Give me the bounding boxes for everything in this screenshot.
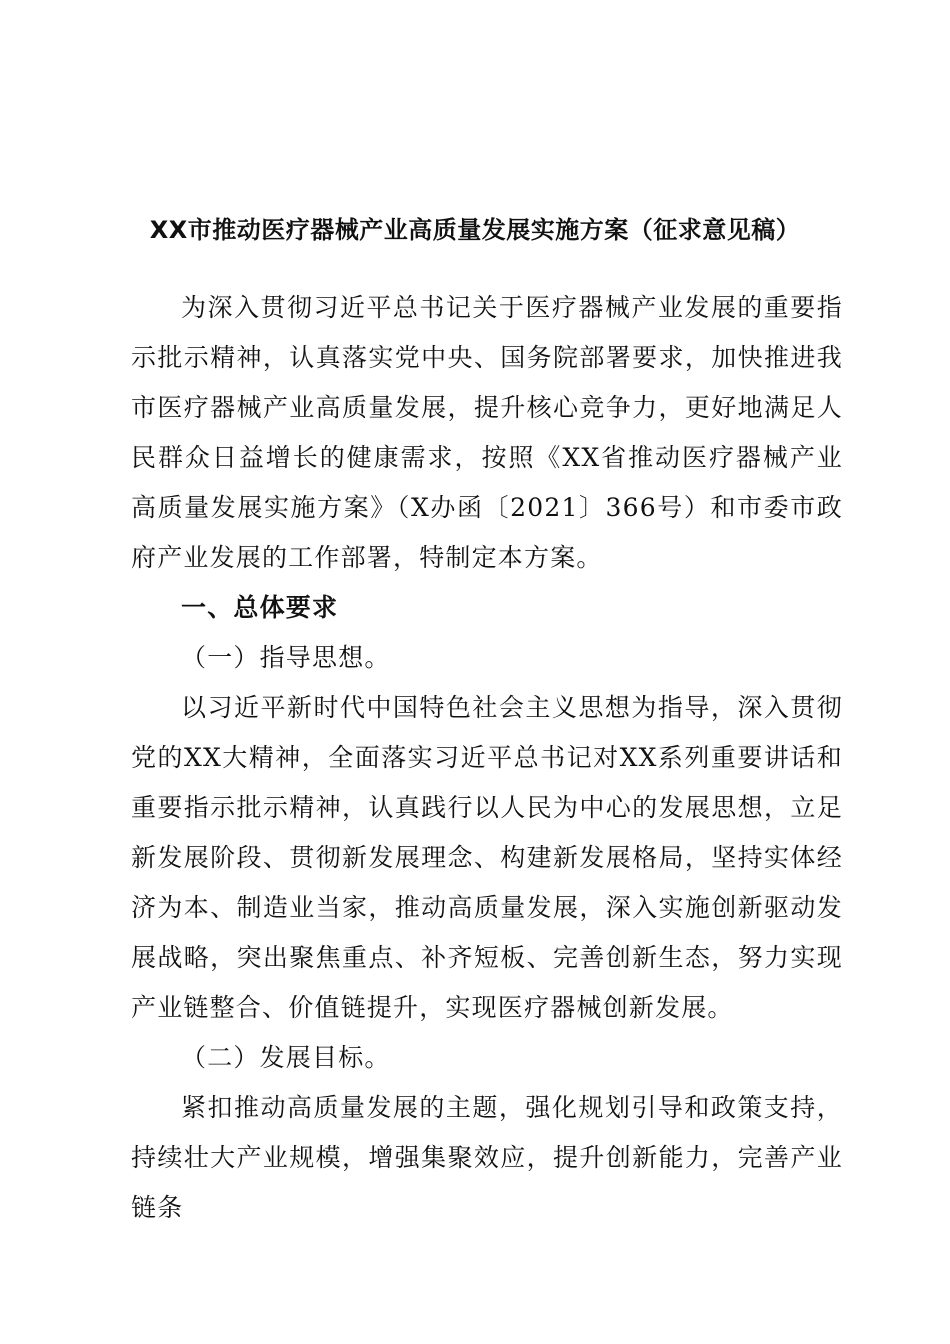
document-body bbox=[131, 283, 843, 1233]
development-goals-paragraph: 紧扣推动高质量发展的主题，强化规划引导和政策支持，持续壮大产业规模，增强集聚效应，提升创新能力，完善产业链条 bbox=[131, 1093, 843, 1222]
guiding-ideology-paragraph: 以习近平新时代中国特色社会主义思想为指导，深入贯彻党的XX大精神，全面落实习近平总书记对XX系列重要讲话和重要指示批示精神，认真践行以人民为中心的发展思想，立足新发展阶段、贯彻新发展理念、构建新发展格局，坚持实体经济为本、制造业当家，推动高质量发展，深入实施创新驱动发展战略，突出聚焦重点、补齐短板、完善创新生态，努力实现产业链整合、价值链提升，实现医疗器械创新发展。 bbox=[131, 693, 843, 1022]
document-title: XX市推动医疗器械产业高质量发展实施方案（征求意见稿） bbox=[149, 216, 801, 244]
subsection-heading-development-goals: （二）发展目标。 bbox=[181, 1043, 391, 1072]
intro-paragraph: 为深入贯彻习近平总书记关于医疗器械产业发展的重要指示批示精神，认真落实党中央、国务院部署要求，加快推进我市医疗器械产业高质量发展，提升核心竞争力，更好地满足人民群众日益增长的健康需求，按照《XX省推动医疗器械产业高质量发展实施方案》（X办函〔2021〕366号）和市委市政府产业发展的工作部署，特制定本方案。 bbox=[131, 293, 843, 572]
section-heading-general-requirements: 一、总体要求 bbox=[181, 593, 339, 622]
subsection-heading-guiding-ideology: （一）指导思想。 bbox=[181, 643, 391, 672]
